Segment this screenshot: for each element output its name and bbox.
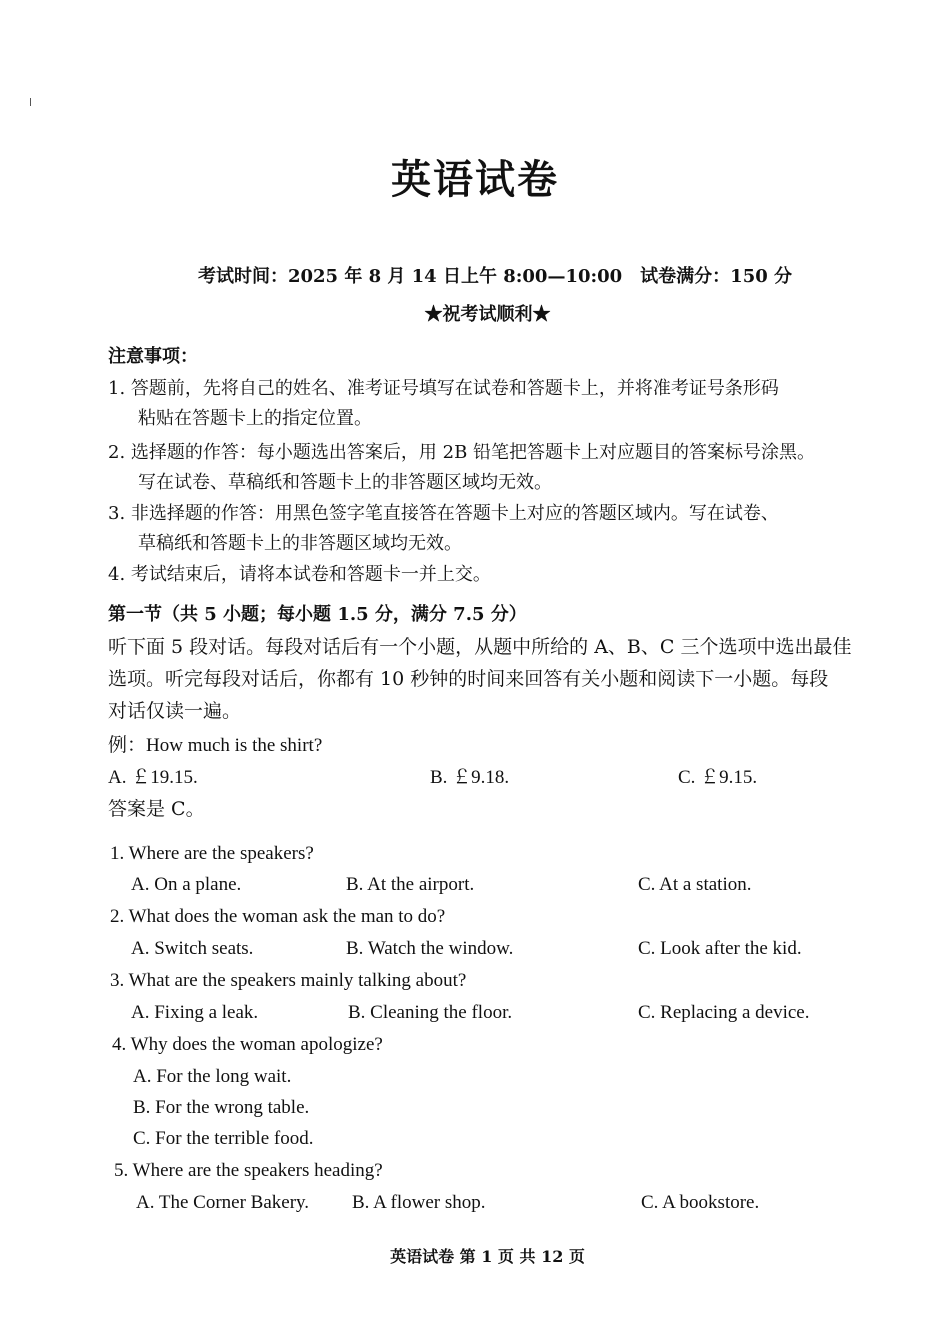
question-3-option-c: C. Replacing a device.	[638, 1002, 810, 1023]
example-question: 例：How much is the shirt?	[108, 735, 323, 756]
section-heading: 第一节（共 5 小题；每小题 1.5 分，满分 7.5 分）	[108, 604, 527, 625]
question-1-stem: 1. Where are the speakers?	[110, 843, 314, 864]
notice-item-4-line1: 4. 考试结束后，请将本试卷和答题卡一并上交。	[108, 564, 491, 585]
instructions-line-1: 听下面 5 段对话。每段对话后有一个小题，从题中所给的 A、B、C 三个选项中选出最佳	[108, 636, 852, 658]
example-answer: 答案是 C。	[108, 798, 205, 820]
example-option-c: C. ￡9.15.	[678, 767, 758, 788]
question-5-option-b: B. A flower shop.	[352, 1192, 486, 1213]
notice-item-3-line1: 3. 非选择题的作答：用黑色签字笔直接答在答题卡上对应的答题区域内。写在试卷、	[108, 503, 779, 524]
question-1-option-c: C. At a station.	[638, 874, 752, 895]
question-2-stem: 2. What does the woman ask the man to do?	[110, 906, 446, 927]
instructions-line-2: 选项。听完每段对话后，你都有 10 秒钟的时间来回答有关小题和阅读下一小题。每段	[108, 668, 829, 690]
exam-meta: 考试时间：2025 年 8 月 14 日上午 8:00—10:00 试卷满分：150 分	[197, 266, 793, 287]
example-option-b: B. ￡9.18.	[430, 767, 510, 788]
notice-item-1-line1: 1. 答题前，先将自己的姓名、准考证号填写在试卷和答题卡上，并将准考证号条形码	[108, 378, 779, 399]
good-luck-line: ★祝考试顺利★	[424, 304, 551, 325]
question-4-option-c: C. For the terrible food.	[133, 1128, 314, 1149]
question-2-option-a: A. Switch seats.	[131, 938, 254, 959]
instructions-line-3: 对话仅读一遍。	[108, 700, 242, 722]
question-3-stem: 3. What are the speakers mainly talking about?	[110, 970, 467, 991]
exam-title: 英语试卷	[391, 157, 559, 203]
question-4-option-b: B. For the wrong table.	[133, 1097, 310, 1118]
question-5-option-a: A. The Corner Bakery.	[136, 1192, 310, 1213]
question-1-option-a: A. On a plane.	[131, 874, 242, 895]
notice-item-2-line2: 写在试卷、草稿纸和答题卡上的非答题区域均无效。	[138, 472, 552, 493]
page-footer: 英语试卷 第 1 页 共 12 页	[390, 1247, 585, 1266]
question-2-option-b: B. Watch the window.	[346, 938, 514, 959]
question-4-option-a: A. For the long wait.	[133, 1066, 292, 1087]
question-5-stem: 5. Where are the speakers heading?	[114, 1160, 383, 1181]
question-3-option-a: A. Fixing a leak.	[131, 1002, 259, 1023]
scan-mark	[30, 98, 31, 106]
notice-item-2-line1: 2. 选择题的作答：每小题选出答案后，用 2B 铅笔把答题卡上对应题目的答案标号涂黑。	[108, 442, 816, 463]
question-5-option-c: C. A bookstore.	[641, 1192, 760, 1213]
notice-item-1-line2: 粘贴在答题卡上的指定位置。	[138, 408, 372, 429]
example-option-a: A. ￡19.15.	[108, 767, 198, 788]
notice-heading: 注意事项：	[108, 346, 198, 367]
notice-item-3-line2: 草稿纸和答题卡上的非答题区域均无效。	[138, 533, 462, 554]
question-4-stem: 4. Why does the woman apologize?	[112, 1034, 383, 1055]
question-2-option-c: C. Look after the kid.	[638, 938, 802, 959]
question-1-option-b: B. At the airport.	[346, 874, 475, 895]
question-3-option-b: B. Cleaning the floor.	[348, 1002, 513, 1023]
